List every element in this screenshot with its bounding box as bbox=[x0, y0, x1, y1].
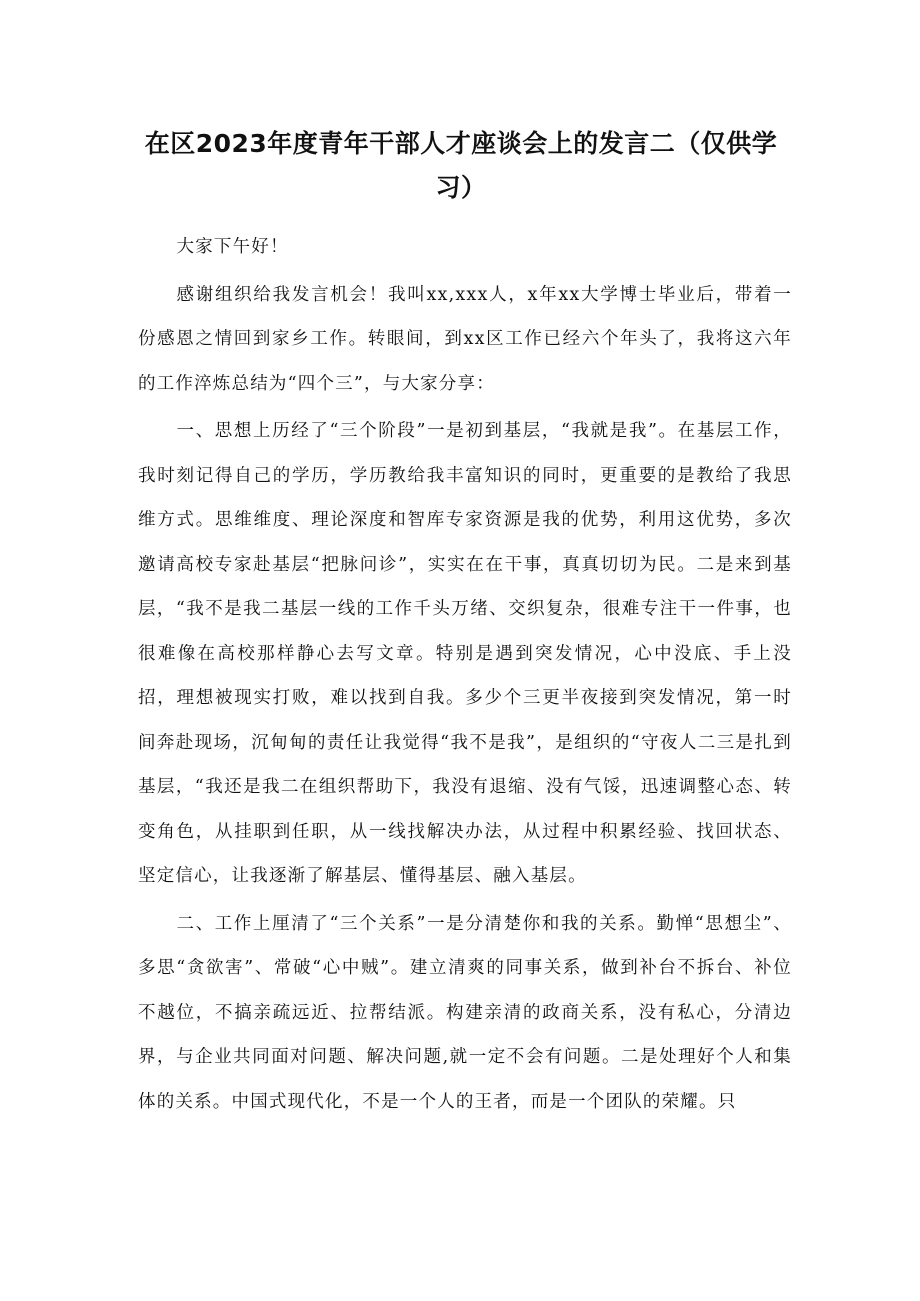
document-body bbox=[138, 225, 792, 1127]
paragraph-introduction: 感谢组织给我发言机会！我叫xx,xxx人，x年xx大学博士毕业后，带着一份感恩之情回到家乡工作。转眼间，到xx区工作已经六个年头了，我将这六年的工作淬炼总结为“四个三”，与大家分享： bbox=[138, 284, 792, 394]
document-title: 在区2023年度青年干部人才座谈会上的发言二（仅供学习） bbox=[144, 129, 778, 202]
paragraph-greeting: 大家下午好！ bbox=[176, 237, 289, 257]
paragraph-section-two: 二、工作上厘清了“三个关系”一是分清楚你和我的关系。勤惮“思想尘”、多思“贪欲害”、常破“心中贼”。建立清爽的同事关系，做到补台不拆台、补位不越位，不搞亲疏远近、拉帮结派。构建亲清的政商关系，没有私心，分清边界，与企业共同面对问题、解决问题,就一定不会有问题。二是处理好个人和集体的关系。中国式现代化，不是一个人的王者，而是一个团队的荣耀。只 bbox=[138, 913, 792, 1112]
paragraph-section-one: 一、思想上历经了“三个阶段”一是初到基层，“我就是我”。在基层工作，我时刻记得自己的学历，学历教给我丰富知识的同时，更重要的是教给了我思维方式。思维维度、理论深度和智库专家资源是我的优势，利用这优势，多次邀请高校专家赴基层“把脉问诊”，实实在在干事，真真切切为民。二是来到基层，“我不是我二基层一线的工作千头万绪、交织复杂，很难专注干一件事，也很难像在高校那样静心去写文章。特别是遇到突发情况，心中没底、手上没招，理想被现实打败，难以找到自我。多少个三更半夜接到突发情况，第一时间奔赴现场，沉甸甸的责任让我觉得“我不是我”，是组织的“守夜人二三是扎到基层，“我还是我二在组织帮助下，我没有退缩、没有气馁，迅速调整心态、转变角色，从挂职到任职，从一线找解决办法，从过程中积累经验、找回状态、坚定信心，让我逐渐了解基层、懂得基层、融入基层。 bbox=[138, 421, 792, 886]
